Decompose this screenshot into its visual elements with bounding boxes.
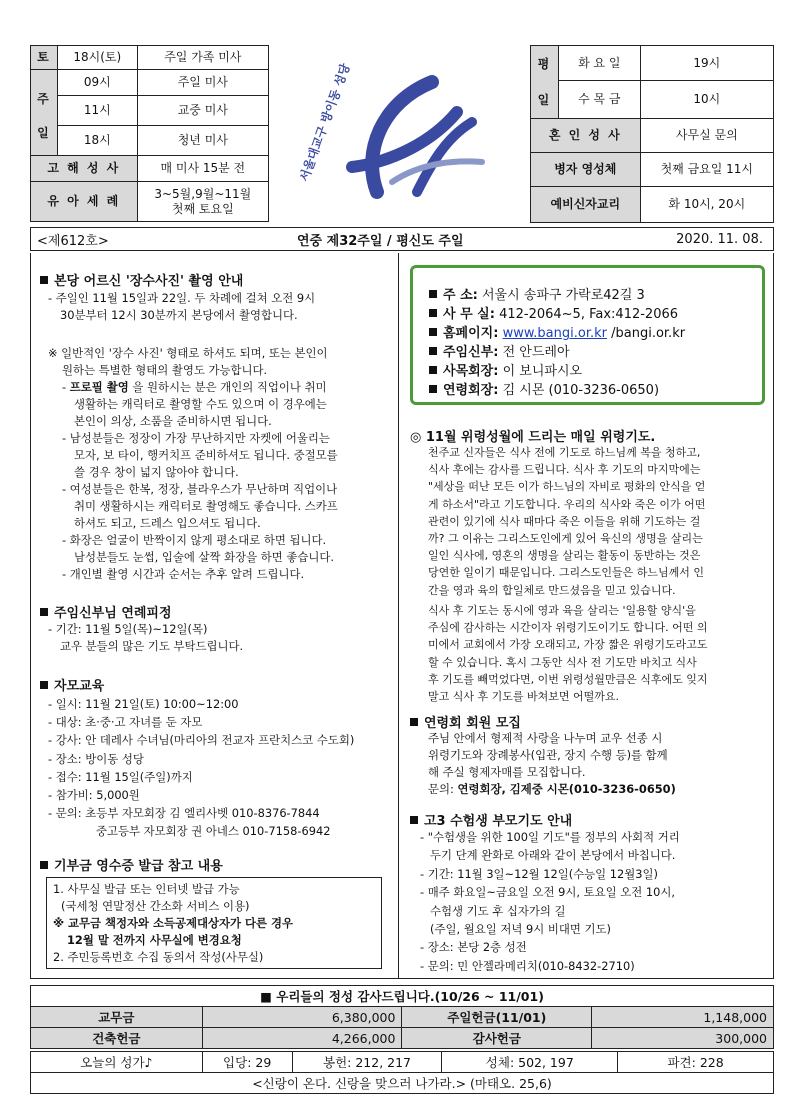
weekday-label-1: 평 [537, 57, 552, 71]
confession-value: 매 미사 15분 전 [137, 156, 268, 182]
bullet-square-icon [410, 816, 418, 824]
bullet-square-icon [40, 608, 48, 616]
time-cell: 11시 [57, 96, 137, 126]
section-title-prayer: ◎ 11월 위령성월에 드리는 매일 위령기도. [410, 430, 656, 445]
confession-label: 고 해 성 사 [31, 156, 138, 182]
parish-logo [282, 42, 522, 222]
issue-title: 연중 제32주일 / 평신도 주일 [297, 233, 464, 249]
mothers-paragraph: - 일시: 11월 21일(토) 10:00~12:00 - 대상: 초·중·고 자녀를 둔 자모 - 강사: 안 데레사 수녀님(마리아의 전교자 프란치스코 수도회) - 장소: 방이동 성당 - 접수: 11월 15일(주일)까지 - 참가비: 5,000원 - 문의: 초등부 자모회장 김 엘리사벳 010-8376-7844 중고등부 자모회장 권 아네스 010-7158-6942 [48, 697, 355, 839]
day-label-ju: 주 [37, 91, 51, 106]
section-title-photo: 본당 어르신 '장수사진' 촬영 안내 [40, 270, 243, 289]
time-cell: 18시 [57, 126, 137, 156]
weekday-day: 수 목 금 [558, 81, 640, 119]
weekday-schedule-table [530, 45, 774, 223]
finance-value: 6,380,000 [202, 1007, 402, 1028]
finance-value: 1,148,000 [592, 1007, 774, 1028]
baptism-value-2: 첫째 토요일 [171, 201, 234, 216]
hymn-communion: 성체: 502, 197 [442, 1052, 618, 1073]
mass-cell: 주일 가족 미사 [137, 46, 268, 70]
day-label-sat: 토 [31, 46, 58, 70]
prayer-paragraph-2: 식사 후 기도는 동시에 영과 육을 살리는 '일용할 양식'을 주심에 감사하는 시간이자 위령기도이기도 합니다. 어떤 의 미에서 교회에서 가장 오래되고, 가장 짧은 위령기도라고도 할 수 있습니다. 혹시 그동안 식사 전 기도만 바치고 식사 후 기도를 빼먹었다면, 이번 위령성월만큼은 식후에도 잊지 말고 식사 후 기도를 바쳐보면 어떨까요. [428, 604, 708, 704]
mass-cell: 교중 미사 [137, 96, 268, 126]
retreat-paragraph: - 기간: 11월 5일(목)~12일(목) 교우 분들의 많은 기도 부탁드립니다. [48, 622, 244, 653]
hymn-offer: 봉헌: 212, 217 [292, 1052, 442, 1073]
wedding-value: 사무실 문의 [640, 119, 773, 153]
logo-text: 서울대교구 방이동 성당 [296, 61, 353, 184]
weekday-day: 화 요 일 [558, 46, 640, 81]
finance-label: 주일헌금(11/01) [402, 1007, 592, 1028]
time-cell: 09시 [57, 70, 137, 96]
finance-value: 300,000 [592, 1028, 774, 1049]
section-title-exam: 고3 수험생 부모기도 안내 [410, 810, 572, 829]
prayer-paragraph-1: 천주교 신자들은 식사 전에 기도로 하느님께 복을 청하고, 식사 후에는 감사를 드립니다. 식사 후 기도의 마지막에는 "세상을 떠난 모든 이가 하느님의 자비로 평화의 안식을 얻 게 하소서"라고 기도합니다. 우리의 식사와 죽은 이가 어떤 관련이 있기에 식사 때마다 죽은 이들을 위해 기도하는 걸 까? 그 이유는 그리스도인에게 있어 육신의 생명을 살리는 일인 식사에, 영혼의 생명을 살리는 활동이 동반하는 것은 당연한 일이기 때문입니다. 그리스도인들은 하느님께서 인 간을 영과 육의 합일체로 만드셨음을 믿고 있습니다. [428, 446, 706, 597]
wedding-label: 혼 인 성 사 [531, 119, 641, 153]
column-divider [398, 253, 399, 979]
donation-box: 1. 사무실 발급 또는 인터넷 발급 가능 (국세청 연말정산 간소화 서비스 이용) ※ 교무금 책정자와 소득공제대상자가 다른 경우 12월 말 전까지 사무실에 변경요청 2. 주민등록번호 수집 동의서 작성(사무실) [46, 877, 382, 969]
mass-cell: 청년 미사 [137, 126, 268, 156]
homepage-link[interactable]: www.bangi.or.kr [502, 326, 607, 341]
weekday-label-2: 일 [537, 93, 552, 107]
section-title-funeral: 연령회 회원 모집 [410, 712, 521, 731]
issue-number: <제612호> [37, 233, 109, 249]
bullet-square-icon [40, 861, 48, 869]
finance-title: ■ 우리들의 정성 감사드립니다.(10/26 ~ 11/01) [31, 986, 774, 1007]
finance-label: 감사헌금 [402, 1028, 592, 1049]
funeral-paragraph: 주님 안에서 형제적 사랑을 나누며 교우 선종 시 위령기도와 장례봉사(입관, 장지 수행 등)를 함께 해 주실 형제자매를 모집합니다. 문의: 연령회장, 김제중 시몬(010-3236-0650) [428, 731, 676, 796]
weekday-time: 10시 [640, 81, 773, 119]
exam-paragraph: - "수험생을 위한 100일 기도"를 정부의 사회적 거리 두기 단계 완화로 아래와 같이 본당에서 바칩니다. - 기간: 11월 3일~12월 12일(수능일 12월3일) - 매주 화요일~금요일 오전 9시, 토요일 오전 10시, 수험생 기도 후 십자가의 길 (주일, 월요일 저녁 9시 비대면 기도) - 장소: 본당 2층 성전 - 문의: 민 안젤라메리치(010-8432-2710) [420, 830, 680, 973]
photo-note: ※ 일반적인 '장수 사진' 형태로 하셔도 되며, 또는 본인이 원하는 특별한 형태의 촬영도 가능합니다. - 프로필 촬영 을 원하시는 분은 개인의 직업이나 취미 생활하는 캐릭터로 촬영할 수도 있으며 이 경우에는 본인이 의상, 소품을 준비하시면 됩니다. - 남성분들은 정장이 가장 무난하지만 자켓에 어울리는 모자, 보 타이, 행커치프 준비하셔도 됩니다. 중절모를 쓸 경우 창이 넓지 않아야 합니다. - 여성분들은 한복, 정장, 블라우스가 무난하며 직업이나 취미 생활하시는 캐릭터로 촬영해도 좋습니다. 스카프 하셔도 되고, 드레스 입으셔도 됩니다. - 화장은 얼굴이 반짝이지 않게 평소대로 하면 됩니다. 남성분들도 눈썹, 입술에 살짝 화장을 하면 좋습니다. - 개인별 촬영 시간과 순서는 추후 알려 드립니다. [48, 346, 338, 581]
catechumen-value: 화 10시, 20시 [640, 187, 773, 223]
section-title-mothers: 자모교육 [40, 675, 104, 694]
hymn-entry: 입당: 29 [202, 1052, 292, 1073]
section-title-retreat: 주임신부님 연례피정 [40, 602, 172, 621]
weekday-time: 19시 [640, 46, 773, 81]
finance-label: 건축헌금 [31, 1028, 203, 1049]
baptism-value-1: 3~5월,9월~11월 [154, 186, 252, 201]
finance-value: 4,266,000 [202, 1028, 402, 1049]
issue-date: 2020. 11. 08. [676, 231, 763, 247]
photo-paragraph: - 주일인 11월 15일과 22일. 두 차례에 걸쳐 오전 9시 30분부터 12시 30분까지 본당에서 촬영합니다. [48, 291, 316, 322]
bullet-square-icon [410, 718, 418, 726]
day-label-il: 일 [37, 125, 51, 140]
mass-schedule-table [30, 45, 269, 222]
time-cell: 18시(토) [57, 46, 137, 70]
footer-verse: <신랑이 온다. 신랑을 맞으러 나가라.> (마태오. 25,6) [31, 1073, 774, 1094]
section-title-donation: 기부금 영수증 발급 참고 내용 [40, 855, 223, 874]
hymn-label: 오늘의 성가♪ [31, 1052, 203, 1073]
sick-label: 병자 영성체 [531, 153, 641, 187]
issue-header [30, 227, 774, 251]
baptism-label: 유 아 세 례 [31, 182, 138, 222]
catechumen-label: 예비신자교리 [531, 187, 641, 223]
mass-cell: 주일 미사 [137, 70, 268, 96]
parish-info-box: 주 소: 서울시 송파구 가락로42길 3 사 무 실: 412-2064~5, Fax:412-2066 홈페이지: www.bangi.or.kr /bangi.or.kr 주임신부: 전 안드레아 사목회장: 이 보니파시오 연령회장: 김 시몬 (010-3236-0650) [410, 265, 765, 405]
hymn-table [30, 1051, 774, 1094]
bullet-square-icon [40, 276, 48, 284]
bullet-square-icon [40, 681, 48, 689]
hymn-exit: 파견: 228 [618, 1052, 774, 1073]
finance-label: 교무금 [31, 1007, 203, 1028]
sick-value: 첫째 금요일 11시 [640, 153, 773, 187]
finance-table [30, 985, 774, 1049]
